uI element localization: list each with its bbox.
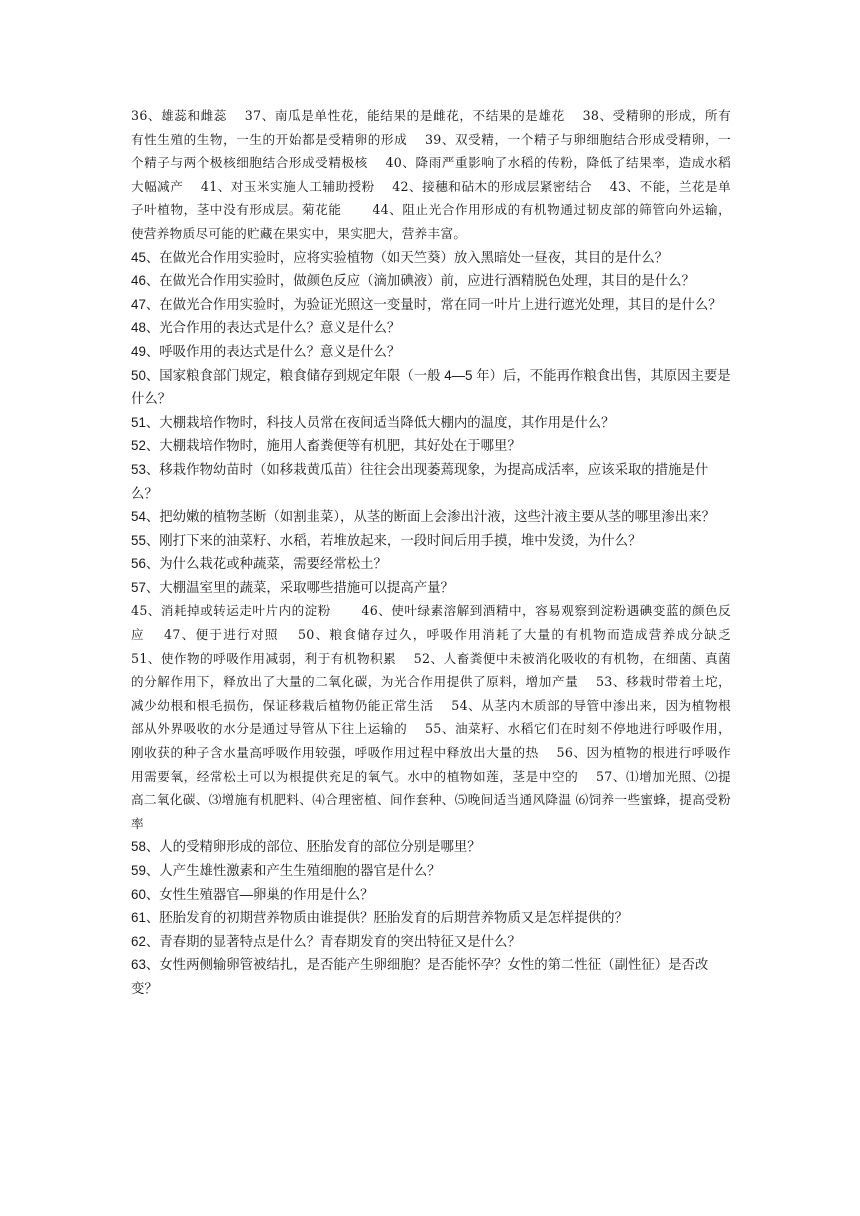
question-62: 62、青春期的显著特点是什么？青春期发育的突出特征又是什么？	[131, 933, 521, 949]
question-46: 46、在做光合作用实验时，做颜色反应（滴加碘液）前，应进行酒精脱色处理，其目的是什么？	[131, 273, 695, 289]
answers-block-36-44: 36、雄蕊和雌蕊 37、南瓜是单性花，能结果的是雌花，不结果的是雄花 38、受精卵的形成，所有有性生殖的生物，一生的开始都是受精卵的形成 39、双受精，一个精子与卵细胞结合形成受精卵，一个精子与两个极核细胞结合形成受精极核 40、降雨严重影响了水稻的传粉，降低了结果率，造成水稻大幅减产 41、对玉米实施人工辅助授粉 42、接穗和砧木的形成层紧密结合 43、不能，兰花是单子叶植物，茎中没有形成层。菊花能 44、阻止光合作用形成的有机物通过韧皮部的筛管向外运输，使营养物质尽可能的贮藏在果实中，果实肥大，营养丰富。	[131, 108, 731, 241]
answers-block-45-57: 45、消耗掉或转运走叶片内的淀粉 46、使叶绿素溶解到酒精中，容易观察到淀粉遇碘变蓝的颜色反应 47、便于进行对照 50、粮食储存过久，呼吸作用消耗了大量的有机物而造成营养成分缺乏 51、使作物的呼吸作用减弱，利于有机物积累 52、人畜粪便中未被消化吸收的有机物，在细菌、真菌的分解作用下，释放出了大量的二氧化碳，为光合作用提供了原料，增加产量 53、移栽时带着土坨，减少幼根和根毛损伤，保证移栽后植物仍能正常生活 54、从茎内木质部的导管中渗出来，因为植物根部从外界吸收的水分是通过导管从下往上运输的 55、油菜籽、水稻它们在时刻不停地进行呼吸作用，刚收获的种子含水量高呼吸作用较强，呼吸作用过程中释放出大量的热 56、因为植物的根进行呼吸作用需要氧，经常松土可以为根提供充足的氧气。水中的植物如莲，茎是中空的 57、⑴增加光照、⑵提高二氧化碳、⑶增施有机肥料、⑷合理密植、间作套种、⑸晚间适当通风降温 ⑹饲养一些蜜蜂，提高受粉率	[131, 603, 749, 831]
question-51: 51、大棚栽培作物时，科技人员常在夜间适当降低大棚内的温度，其作用是什么？	[131, 414, 615, 430]
question-54: 54、把幼嫩的植物茎断（如割韭菜），从茎的断面上会渗出汁液，这些汁液主要从茎的哪里渗出来？	[131, 509, 715, 525]
question-59: 59、人产生雄性激素和产生生殖细胞的器官是什么？	[131, 863, 441, 878]
question-61: 61、胚胎发育的初期营养物质由谁提供？胚胎发育的后期营养物质又是怎样提供的？	[131, 910, 628, 926]
questions-block-58-63	[131, 835, 731, 1000]
question-57: 57、大棚温室里的蔬菜，采取哪些措施可以提高产量？	[131, 579, 454, 595]
question-49: 49、呼吸作用的表达式是什么？意义是什么？	[131, 343, 401, 359]
question-58: 58、人的受精卵形成的部位、胚胎发育的部位分别是哪里？	[131, 839, 481, 855]
document-page	[131, 104, 749, 1001]
question-45: 45、在做光合作用实验时，应将实验植物（如天竺葵）放入黑暗处一昼夜，其目的是什么？	[131, 249, 669, 265]
question-63: 63、女性两侧输卵管被结扎，是否能产生卵细胞？是否能怀孕？女性的第二性征（副性征）是否改变？	[131, 957, 709, 996]
question-50: 50、国家粮食部门规定，粮食储存到规定年限（一般 4—5 年）后，不能再作粮食出售，其原因主要是什么？	[131, 367, 731, 407]
question-52: 52、大棚栽培作物时，施用人畜粪便等有机肥，其好处在于哪里？	[131, 438, 521, 454]
question-48: 48、光合作用的表达式是什么？意义是什么？	[131, 320, 401, 336]
question-47: 47、在做光合作用实验时，为验证光照这一变量时，常在同一叶片上进行遮光处理，其目的是什么？	[131, 296, 722, 312]
question-53: 53、移栽作物幼苗时（如移栽黄瓜苗）往往会出现萎蔫现象，为提高成活率，应该采取的措施是什么？	[131, 461, 709, 501]
question-60: 60、女性生殖器官—卵巢的作用是什么？	[131, 886, 374, 902]
question-56: 56、为什么栽花或种蔬菜，需要经常松土？	[131, 556, 387, 572]
questions-block-45-57	[131, 246, 731, 600]
question-55: 55、刚打下来的油菜籽、水稻，若堆放起来，一段时间后用手摸，堆中发烫，为什么？	[131, 532, 642, 548]
